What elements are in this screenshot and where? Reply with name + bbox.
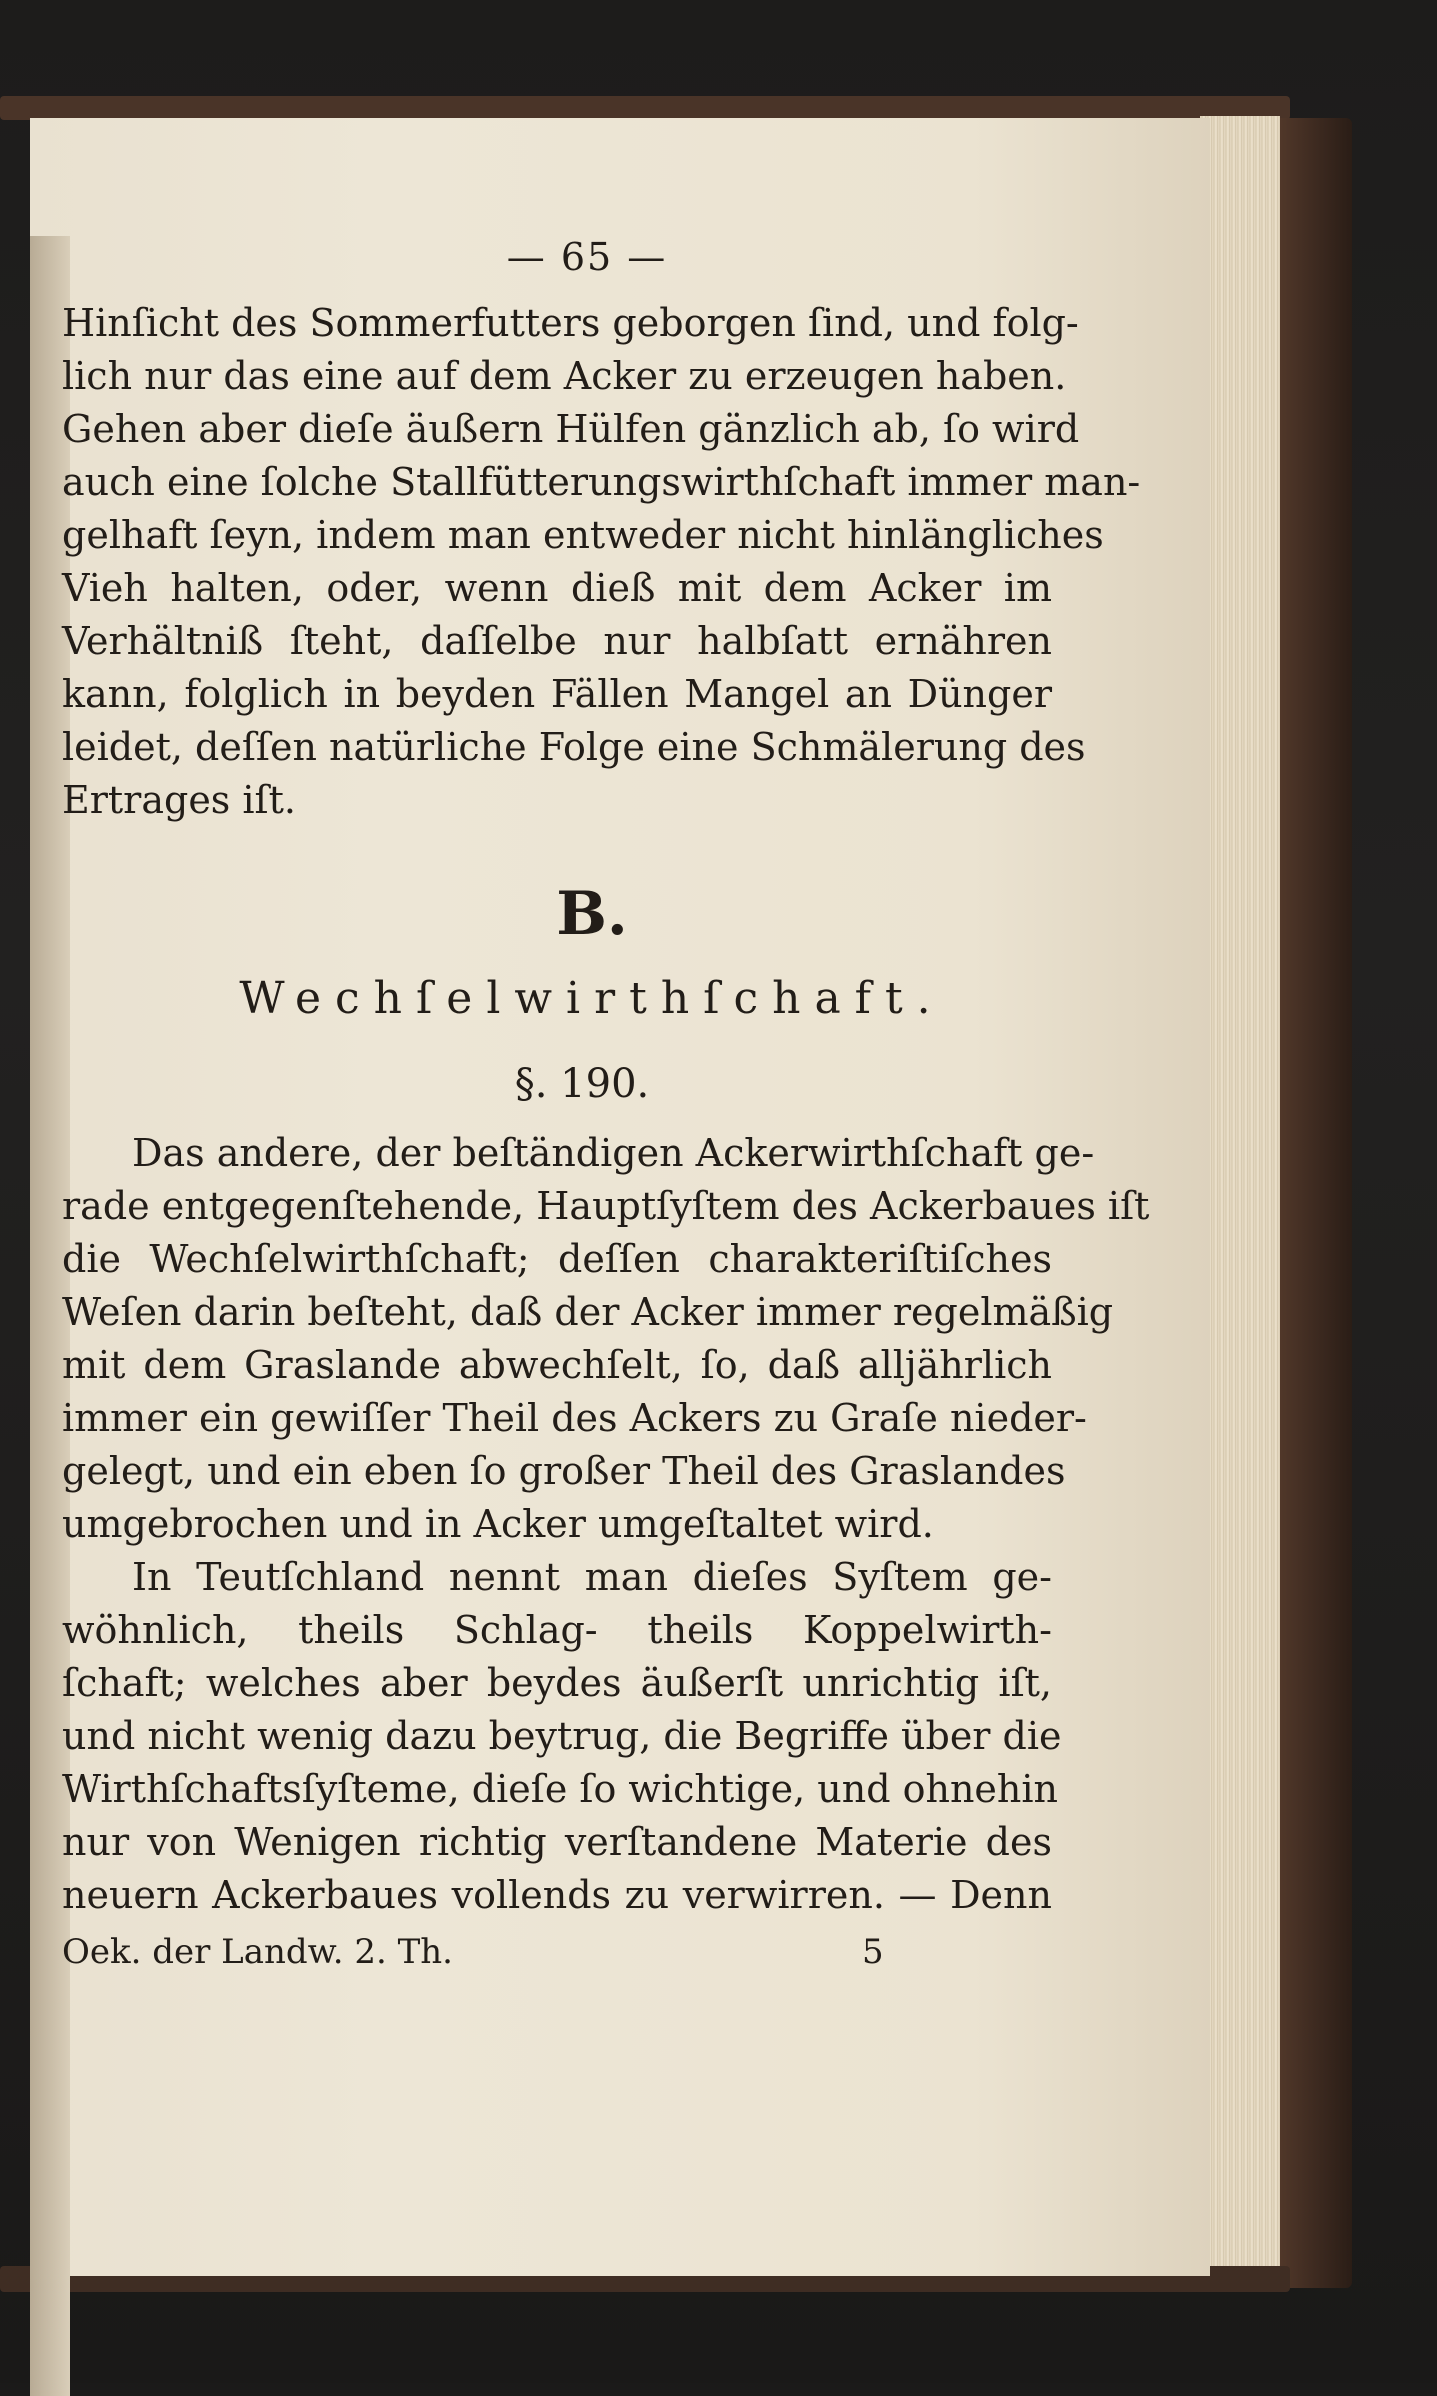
text-block-top [62,297,1141,827]
page-footer [62,1932,1052,1982]
page-stack-edges [1200,116,1280,2276]
text-line: immer ein gewiſſer Theil des Ackers zu Graſe nieder- [62,1396,1087,1440]
section-letter: B. [556,879,628,949]
text-line: nur von Wenigen richtig verſtandene Materie des [62,1820,1052,1864]
text-line: gelhaft ſeyn, indem man entweder nicht hinlängliches [62,513,1104,557]
signature-mark: 5 [862,1932,884,1972]
text-line: kann, folglich in beyden Fällen Mangel an Dünger [62,672,1052,716]
page-content [62,235,1150,1982]
book-cover-top-edge [0,96,1290,120]
text-line: lich nur das eine auf dem Acker zu erzeugen haben. [62,354,1067,398]
text-line: Das andere, der beſtändigen Ackerwirthſchaft ge- [132,1131,1095,1175]
text-line: rade entgegenſtehende, Hauptſyſtem des Ackerbaues iſt [62,1184,1150,1228]
text-line: gelegt, und ein eben ſo großer Theil des Graslandes [62,1449,1066,1493]
text-line: neuern Ackerbaues vollends zu verwirren. — Denn [62,1873,1052,1917]
paragraph-1 [62,1127,1150,1551]
text-line: und nicht wenig dazu beytrug, die Begriffe über die [62,1714,1062,1758]
text-line: Gehen aber dieſe äußern Hülfen gänzlich ab, ſo wird [62,407,1080,451]
text-line: leidet, deſſen natürliche Folge eine Schmälerung des [62,725,1086,769]
section-title: Wechſelwirthſchaft. [239,973,945,1024]
text-line: umgebrochen und in Acker umgeſtaltet wird. [62,1502,934,1546]
text-line: auch eine ſolche Stallfütterungswirthſchaft immer man- [62,460,1141,504]
text-line: Weſen darin beſteht, daß der Acker immer regelmäßig [62,1290,1114,1334]
paragraph-number: §. 190. [514,1061,650,1107]
text-line: In Teutſchland nennt man dieſes Syſtem ge- [132,1555,1052,1599]
text-line: Hinſicht des Sommerfutters geborgen ſind, und folg- [62,301,1079,345]
text-line: ſchaft; welches aber beydes äußerſt unrichtig iſt, [62,1661,1052,1705]
text-line: mit dem Graslande abwechſelt, ſo, daß alljährlich [62,1343,1052,1387]
text-line: Ertrages iſt. [62,778,296,822]
text-line: die Wechſelwirthſchaft; deſſen charakteriſtiſches [62,1237,1052,1281]
footer-title: Oek. der Landw. 2. Th. [62,1932,453,1972]
text-line: wöhnlich, theils Schlag- theils Koppelwirth- [62,1608,1052,1652]
text-line: Verhältniß ſteht, daſſelbe nur halbſatt ernähren [62,619,1052,663]
text-line: Vieh halten, oder, wenn dieß mit dem Acker im [62,566,1052,610]
text-line: Wirthſchaftsſyſteme, dieſe ſo wichtige, und ohnehin [62,1767,1059,1811]
page-header: — 65 — [506,235,668,279]
paragraph-2 [62,1551,1062,1922]
